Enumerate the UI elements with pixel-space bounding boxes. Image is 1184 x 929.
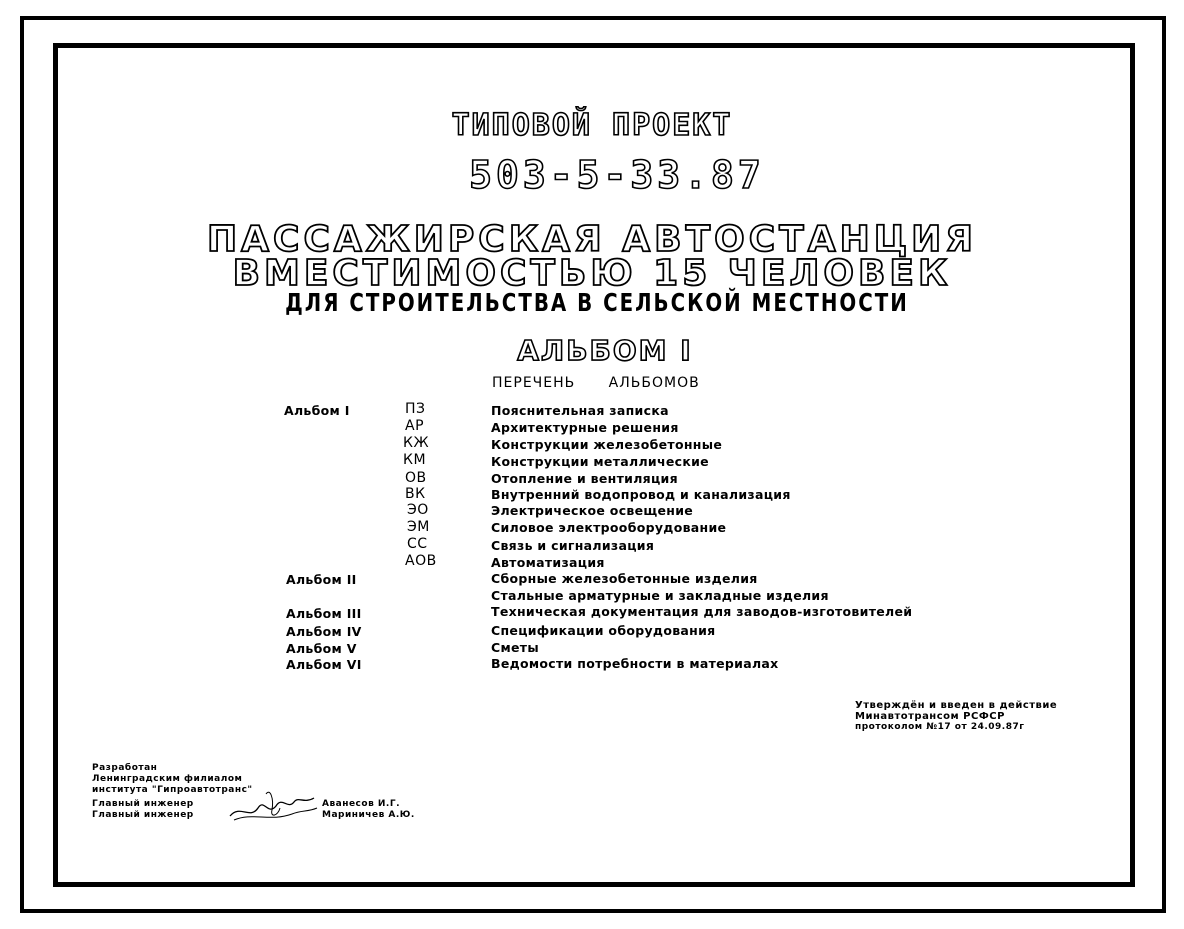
row-code: КЖ — [403, 435, 430, 451]
row-code: ЭМ — [407, 519, 430, 535]
developer-role-1: Главный инженер — [92, 799, 194, 809]
developer-role-2: Главный инженер — [92, 810, 194, 820]
row-text: Электрическое освещение — [491, 503, 694, 518]
project-type: ТИПОВОЙ ПРОЕКТ — [451, 108, 733, 143]
developer-line-2: Ленинградским филиалом — [92, 774, 243, 784]
row-text: Стальные арматурные и закладные изделия — [491, 588, 829, 603]
approval-line-3: протоколом №17 от 24.09.87г — [855, 722, 1025, 732]
row-text: Силовое электрооборудование — [491, 520, 727, 535]
row-album: Альбом II — [286, 572, 357, 587]
developer-name-1: Аванесов И.Г. — [322, 799, 401, 809]
row-text: Сметы — [491, 640, 539, 655]
album-title: АЛЬБОМ I — [517, 334, 693, 367]
row-text: Сборные железобетонные изделия — [491, 571, 758, 586]
signature-icon — [222, 786, 322, 826]
row-text: Конструкции металлические — [491, 454, 709, 469]
row-code: СС — [407, 536, 428, 552]
row-album: Альбом IV — [286, 624, 362, 639]
row-text: Архитектурные решения — [491, 420, 679, 435]
developer-name-2: Мариничев А.Ю. — [322, 810, 415, 820]
row-text: Пояснительная записка — [491, 403, 669, 418]
row-code: ПЗ — [405, 401, 426, 417]
approval-line-1: Утверждён и введен в действие — [855, 700, 1058, 711]
row-text: Конструкции железобетонные — [491, 437, 723, 452]
row-code: ВК — [405, 486, 426, 502]
row-text: Техническая документация для заводов-изготовителей — [491, 604, 913, 619]
project-number: 503-5-33.87 — [469, 153, 765, 197]
row-text: Отопление и вентиляция — [491, 471, 678, 486]
row-text: Ведомости потребности в материалах — [491, 656, 779, 671]
row-album: Альбом III — [286, 606, 362, 621]
row-album: Альбом V — [286, 641, 357, 656]
row-text: Автоматизация — [491, 555, 605, 570]
row-album: Альбом VI — [286, 657, 362, 672]
approval-line-2: Минавтотрансом РСФСР — [855, 711, 1005, 722]
developer-line-1: Разработан — [92, 763, 158, 773]
row-text: Связь и сигнализация — [491, 538, 655, 553]
row-text: Спецификации оборудования — [491, 623, 716, 638]
row-album: Альбом I — [284, 403, 350, 418]
row-code: КМ — [403, 452, 427, 468]
title-line-1: ПАССАЖИРСКАЯ АВТОСТАНЦИЯ — [207, 219, 977, 260]
row-code: АР — [405, 418, 425, 434]
list-heading: ПЕРЕЧЕНЬ АЛЬБОМОВ — [492, 375, 700, 391]
row-text: Внутренний водопровод и канализация — [491, 487, 791, 502]
row-code: АОВ — [405, 553, 437, 569]
developer-line-3: института "Гипроавтотранс" — [92, 785, 253, 795]
row-code: ОВ — [405, 470, 427, 486]
title-line-2: ВМЕСТИМОСТЬЮ 15 ЧЕЛОВЕК — [232, 253, 952, 294]
subtitle: ДЛЯ СТРОИТЕЛЬСТВА В СЕЛЬСКОЙ МЕСТНОСТИ — [285, 289, 909, 318]
row-code: ЭО — [407, 502, 429, 518]
